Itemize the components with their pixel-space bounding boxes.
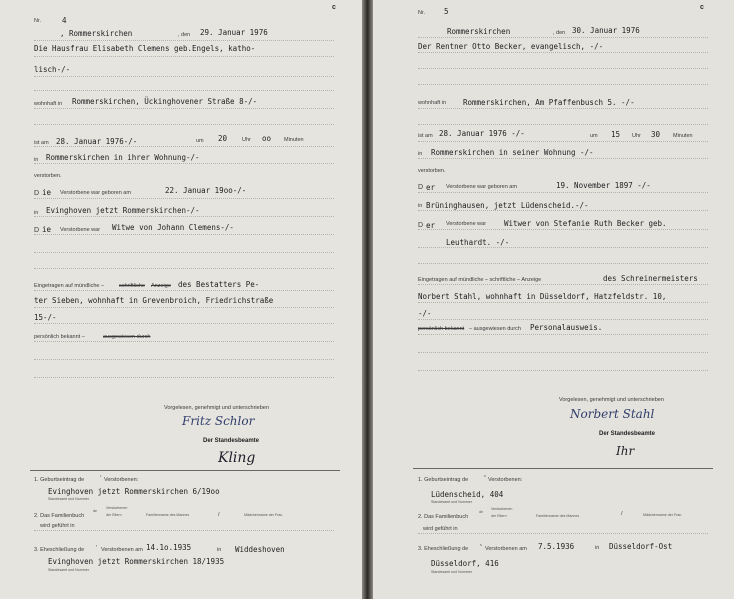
record-number: 5 — [444, 7, 449, 16]
schriftliche-struck: schriftliche — [119, 283, 145, 289]
record-number: 4 — [62, 16, 67, 25]
minuten-label: Minuten — [673, 133, 693, 139]
born-in-label: in — [34, 210, 39, 216]
footnote-3-label: 3. Eheschließung de — [34, 547, 85, 553]
footnote-2-verstorbenen: Verstorbenen — [106, 506, 128, 510]
vorgelesen-text: Vorgelesen, genehmigt und unterschrieben — [559, 397, 664, 403]
footnote-2-label: 2. Das Familienbuch — [418, 514, 469, 520]
in-label: in — [34, 157, 39, 163]
standesbeamte-stamp: Der Standesbeamte — [599, 431, 656, 437]
reporter-line-2: ter Sieben, wohnhaft in Grevenbroich, Friedrichstraße — [34, 296, 274, 305]
footnote-3-mid: Verstorbenen am — [485, 546, 527, 552]
death-date: 28. Januar 1976 -/- — [439, 129, 525, 138]
um-label: um — [590, 133, 598, 139]
place-of-death: Rommerskirchen in ihrer Wohnung-/- — [46, 153, 200, 162]
den-label: , den — [178, 32, 191, 38]
marriage-register-entry: Evinghoven jetzt Rommerskirchen 18/1935 — [48, 557, 225, 566]
bekannt-label: persönlich bekannt – — [34, 334, 85, 340]
wohnhaft-label: wohnhaft in — [418, 100, 447, 106]
signature-informant: Fritz Schlor — [182, 414, 255, 428]
widow-label: Verstorbene war — [446, 221, 487, 227]
birth-register-entry: Lüdenscheid, 404 — [431, 490, 504, 499]
reporter-line-1: des Bestatters Pe- — [178, 280, 260, 289]
ausgewiesen-label: – ausgewiesen durch — [469, 326, 521, 332]
birth-date: 19. November 1897 -/- — [556, 181, 651, 190]
register-date: 29. Januar 1976 — [200, 28, 268, 37]
ist-am-label: ist am — [418, 133, 433, 139]
marital-status: Witwe von Johann Clemens-/- — [112, 223, 234, 232]
deceased-person: Der Rentner Otto Becker, evangelisch, -/- — [418, 42, 604, 51]
footnote-2-de: de — [93, 509, 97, 513]
birth-place: Brüninghausen, jetzt Lüdenscheid.-/- — [426, 201, 589, 210]
den-label: , den — [553, 30, 566, 36]
reporter-line-1: des Schreinermeisters — [603, 274, 698, 283]
death-minutes: oo — [262, 134, 272, 143]
deceased-religion: lisch-/- — [34, 65, 71, 74]
footnote-2-mann: Familienname des Mannes — [146, 513, 190, 517]
footnote-1-suffix: Verstorbenen: — [104, 477, 139, 483]
reporter-line-2: Norbert Stahl, wohnhaft in Düsseldorf, Hatzfeldstr. 10, — [418, 292, 667, 301]
bekannt-struck: persönlich bekannt — [418, 326, 465, 332]
verstorben-label: verstorben. — [418, 168, 446, 174]
widow-prefix: D — [418, 222, 424, 229]
footnote-2-wird: wird geführt in — [423, 526, 458, 532]
footnote-3-sup: r — [96, 544, 98, 548]
anzeige-label: Anzeige — [151, 283, 171, 289]
residence: Rommerskirchen, Ückinghovener Straße 8-/- — [72, 97, 258, 106]
uhr-label: Uhr — [242, 137, 251, 143]
eingetragen-label: Eingetragen auf mündliche – schriftliche – Anzeige — [418, 277, 542, 283]
footnote-2-label: 2. Das Familienbuch — [34, 513, 85, 519]
widow-label: Verstorbene war — [60, 227, 101, 233]
standesbeamte-stamp: Der Standesbeamte — [203, 438, 260, 444]
footnote-3-small: Standesamt und Nummer — [431, 570, 472, 574]
birth-date: 22. Januar 19oo-/- — [165, 186, 247, 195]
born-prefix: D — [34, 190, 40, 197]
born-article: er — [426, 183, 436, 192]
footnote-1-label: 1. Geburtseintrag de — [34, 477, 85, 483]
marriage-register-entry: Düsseldorf, 416 — [431, 559, 499, 568]
marital-status: Witwer von Stefanie Ruth Becker geb. — [504, 219, 667, 228]
signature-registrar: Ihr — [616, 444, 635, 458]
widow-article: er — [426, 221, 436, 230]
footnote-3-sup: s — [480, 543, 482, 547]
um-label: um — [196, 138, 204, 144]
death-hour: 15 — [611, 130, 621, 139]
footnote-3-mid: Verstorbenen am — [101, 547, 143, 553]
corner-mark: c — [332, 4, 336, 11]
footnote-2-mann: Familienname des Mannes — [536, 514, 580, 518]
footnote-1-small: Standesamt und Nummer — [431, 500, 472, 504]
nr-label: Nr. — [418, 10, 426, 16]
born-label: Verstorbene war geboren am — [60, 190, 131, 196]
footnote-2-slash: / — [621, 511, 623, 517]
residence: Rommerskirchen, Am Pfaffenbusch 5. -/- — [463, 98, 635, 107]
ist-am-label: ist am — [34, 140, 49, 146]
born-prefix: D — [418, 184, 424, 191]
born-article: ie — [42, 188, 52, 197]
footnote-2-de: de — [479, 510, 483, 514]
widow-article: ie — [42, 225, 52, 234]
footnote-2-frau: Mädchenname der Frau — [244, 513, 283, 517]
footnote-1-suffix: Verstorbenen: — [488, 477, 523, 483]
birth-place: Evinghoven jetzt Rommerskirchen-/- — [46, 206, 200, 215]
birth-register-entry: Evinghoven jetzt Rommerskirchen 6/19oo — [48, 487, 220, 496]
reporter-line-3: -/- — [418, 309, 432, 318]
verstorben-label: verstorben. — [34, 173, 62, 179]
marital-status-line-2: Leuthardt. -/- — [446, 238, 510, 247]
footnote-1-sup: s — [484, 474, 486, 478]
wohnhaft-label: wohnhaft in — [34, 101, 63, 107]
register-date: 30. Januar 1976 — [572, 26, 640, 35]
footnote-2-verstorbenen: Verstorbenen — [491, 507, 513, 511]
nr-label: Nr. — [34, 18, 42, 24]
reporter-line-3: 15-/- — [34, 313, 57, 322]
footnote-1-sup: r — [100, 474, 102, 478]
marriage-date: 7.5.1936 — [538, 542, 575, 551]
born-in-label: in — [418, 203, 423, 209]
signature-registrar: Kling — [218, 450, 256, 466]
marriage-place: Düsseldorf-Ost — [609, 542, 673, 551]
footnote-1-label: 1. Geburtseintrag de — [418, 477, 469, 483]
ausgewiesen-struck: ausgewiesen durch — [103, 334, 151, 340]
death-minutes: 30 — [651, 130, 661, 139]
footnote-3-in: in — [217, 547, 222, 553]
deceased-person: Die Hausfrau Elisabeth Clemens geb.Engels, katho- — [34, 44, 256, 53]
id-document: Personalausweis. — [530, 323, 603, 332]
left-page-record — [0, 0, 362, 599]
footnote-3-small: Standesamt und Nummer — [48, 568, 89, 572]
footnote-2-slash: / — [218, 512, 220, 518]
footnote-1-small: Standesamt und Nummer — [48, 497, 89, 501]
book-gutter — [362, 0, 373, 599]
in-label: in — [418, 151, 423, 157]
born-label: Verstorbene war geboren am — [446, 184, 517, 190]
vorgelesen-text: Vorgelesen, genehmigt und unterschrieben — [164, 405, 269, 411]
footnote-3-in: in — [595, 545, 600, 551]
eingetragen-label: Eingetragen auf mündliche – — [34, 283, 105, 289]
place-of-death: Rommerskirchen in seiner Wohnung -/- — [431, 148, 594, 157]
right-page-record — [373, 0, 734, 599]
footnote-2-wird: wird geführt in — [40, 523, 75, 529]
footnote-2-eltern: der Eltern — [491, 514, 507, 518]
death-date: 28. Januar 1976-/- — [56, 137, 138, 146]
signature-informant: Norbert Stahl — [570, 407, 655, 421]
footnote-2-eltern: der Eltern — [106, 513, 122, 517]
widow-prefix: D — [34, 227, 40, 234]
marriage-place: Widdeshoven — [235, 545, 285, 554]
death-hour: 20 — [218, 134, 228, 143]
footnote-2-frau: Mädchenname der Frau — [643, 513, 682, 517]
register-place: , Rommerskirchen — [60, 29, 133, 38]
marriage-date: 14.1o.1935 — [146, 543, 192, 552]
register-place: Rommerskirchen — [447, 27, 511, 36]
corner-mark: c — [700, 4, 704, 11]
minuten-label: Minuten — [284, 137, 304, 143]
footnote-3-label: 3. Eheschließung de — [418, 546, 469, 552]
uhr-label: Uhr — [632, 133, 641, 139]
